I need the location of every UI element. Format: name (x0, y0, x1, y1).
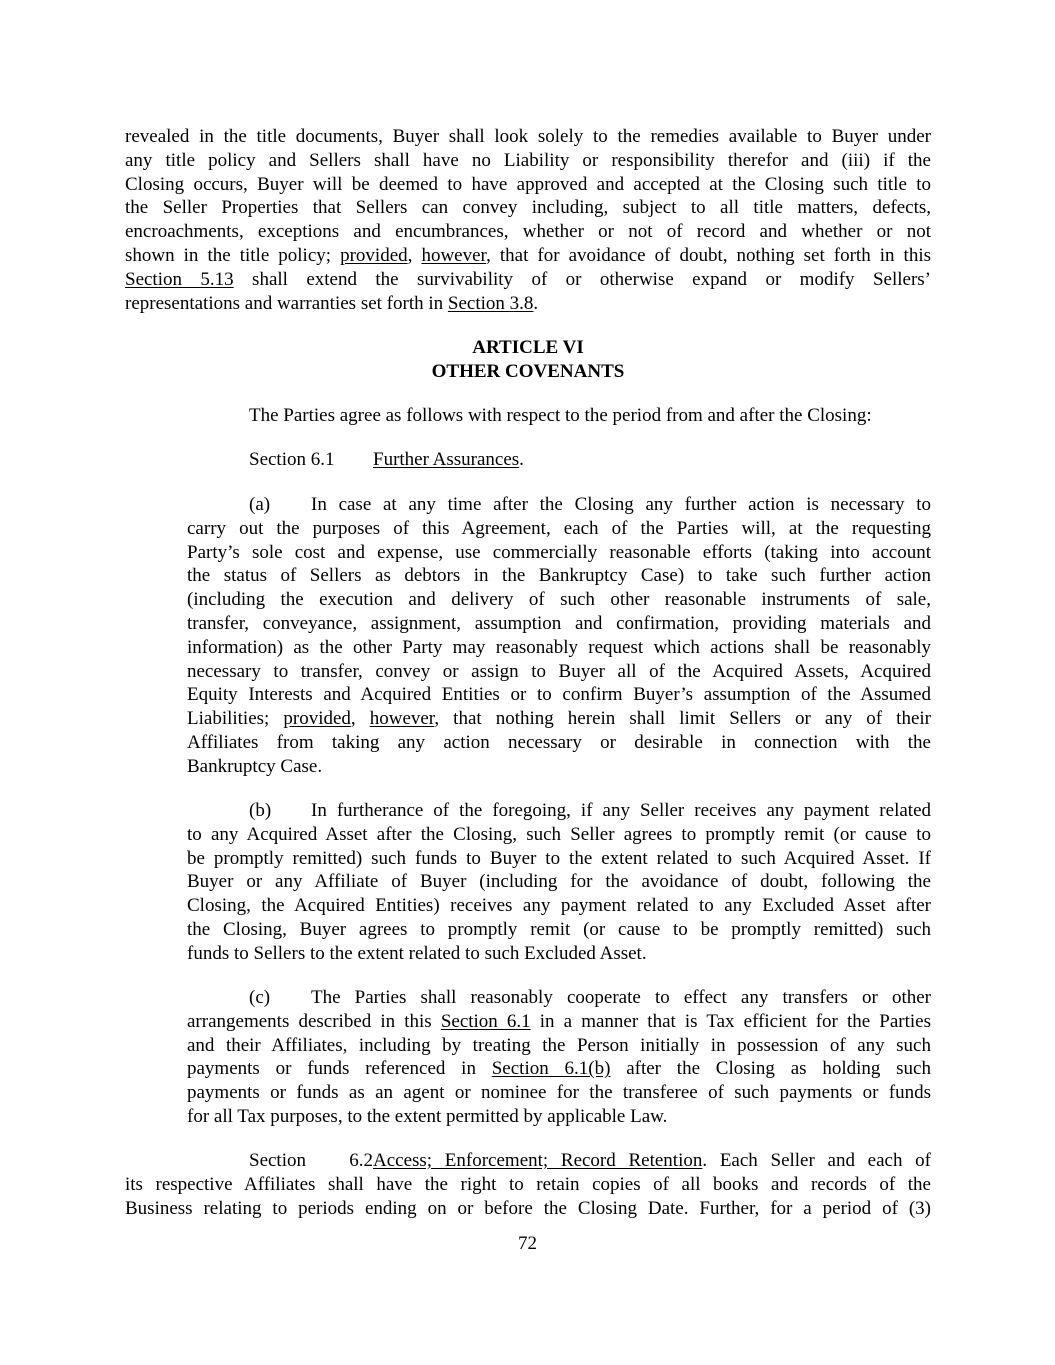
underlined-term: provided (283, 708, 351, 730)
text-line (187, 894, 931, 918)
text-line (187, 823, 931, 847)
text-line (187, 588, 931, 612)
text-line (187, 660, 931, 684)
text-line (187, 1057, 931, 1081)
underlined-term: however (421, 244, 487, 266)
text-line (187, 683, 931, 707)
text-line (125, 336, 931, 360)
text-line (187, 612, 931, 636)
text-line (125, 220, 931, 244)
text-run: Liabilities; (187, 708, 284, 730)
text-line (187, 847, 931, 871)
text-run: necessary to transfer, convey or assign to Buyer all of the Acquired Assets, Acquired (187, 660, 931, 682)
text-line (249, 448, 931, 472)
text-run: the Seller Properties that Sellers can convey including, subject to all title matters, defects, (125, 197, 931, 219)
text-run: in a manner that is Tax efficient for the Parties (530, 1010, 931, 1032)
section-label: Section 6.1 (249, 449, 335, 470)
section-6-1-heading (249, 448, 931, 472)
text-run: The Parties agree as follows with respect to the period from and after the Closing: (249, 405, 872, 426)
text-line (125, 360, 931, 384)
text-line (187, 942, 931, 966)
text-run: carry out the purposes of this Agreement, each of the Parties will, at the requesting (187, 517, 931, 539)
underlined-term: Section 3.8 (447, 292, 534, 314)
text-line (125, 1149, 931, 1173)
paragraph-6-1-c (187, 986, 931, 1129)
text-run: encroachments, exceptions and encumbrances, whether or not of record and whether or not (125, 221, 931, 243)
text-run: Bankruptcy Case. (187, 755, 323, 777)
text-line (125, 196, 931, 220)
text-line (187, 755, 931, 779)
text-run: . (519, 449, 524, 470)
text-run: shall extend the survivability of or otherwise expand or modify Sellers’ (233, 268, 931, 290)
underlined-term: Section 5.13 (125, 268, 234, 290)
text-line (187, 707, 931, 731)
text-line (125, 149, 931, 173)
text-run: In furtherance of the foregoing, if any Seller receives any payment related (311, 800, 931, 821)
text-run: arrangements described in this (187, 1010, 441, 1032)
text-line (187, 564, 931, 588)
text-run: shown in the title policy; (125, 244, 341, 266)
text-line (187, 541, 931, 565)
text-run: information) as the other Party may reasonably request which actions shall be reasonably (187, 636, 931, 658)
text-run: Affiliates from taking any action necessary or desirable in connection with the (187, 731, 931, 753)
text-run: Party’s sole cost and expense, use commercially reasonable efforts (taking into account (187, 541, 931, 563)
text-run: Closing occurs, Buyer will be deemed to have approved and accepted at the Closing such title to (125, 173, 931, 195)
text-line (125, 268, 931, 292)
text-line (187, 517, 931, 541)
text-run: Closing, the Acquired Entities) receives any payment related to any Excluded Asset after (187, 895, 931, 917)
text-run: payments or funds referenced in (187, 1058, 492, 1080)
page-number: 72 (518, 1233, 537, 1254)
underlined-term: Section 6.1 (440, 1010, 531, 1032)
text-run: any title policy and Sellers shall have no Liability or responsibility therefor and (iii) if the (125, 149, 931, 171)
text-run: . (533, 292, 539, 314)
text-run: be promptly remitted) such funds to Buyer to the extent related to such Acquired Asset. If (187, 847, 931, 869)
text-run: , that for avoidance of doubt, nothing set forth in this (486, 244, 932, 266)
text-run: to any Acquired Asset after the Closing, such Seller agrees to promptly remit (or cause to (187, 823, 931, 845)
section-label: Section 6.2 (249, 1150, 373, 1171)
text-line (125, 173, 931, 197)
text-line (187, 1034, 931, 1058)
article-heading (125, 336, 931, 384)
text-run: , that nothing herein shall limit Sellers or any of their (434, 708, 931, 730)
text-run: OTHER COVENANTS (431, 360, 625, 382)
intro-paragraph (249, 404, 931, 428)
text-run: revealed in the title documents, Buyer shall look solely to the remedies available to Buyer under (125, 126, 931, 147)
text-line (187, 1105, 931, 1129)
text-line (187, 1010, 931, 1034)
section-label: (c) (249, 987, 271, 1008)
underlined-term: provided (340, 244, 408, 266)
text-line (187, 1081, 931, 1105)
text-run: transfer, conveyance, assignment, assumption and confirmation, providing materials and (187, 612, 931, 634)
text-line (187, 799, 931, 823)
text-line (125, 1173, 931, 1197)
text-line (187, 986, 931, 1010)
text-run: for all Tax purposes, to the extent permitted by applicable Law. (187, 1105, 668, 1127)
text-line (125, 292, 931, 316)
text-run: , (407, 244, 422, 266)
text-run: (including the execution and delivery of such other reasonable instruments of sale, (187, 589, 931, 611)
text-line (187, 918, 931, 942)
text-run: representations and warranties set forth in (125, 292, 448, 314)
text-run: ARTICLE VI (472, 337, 584, 358)
text-line (187, 731, 931, 755)
text-run: payments or funds as an agent or nominee for the transferee of such payments or funds (187, 1082, 931, 1104)
text-line (187, 493, 931, 517)
text-run: and their Affiliates, including by treating the Person initially in possession of any such (187, 1034, 931, 1056)
text-line (125, 125, 931, 149)
underlined-term: Further Assurances (373, 449, 520, 470)
paragraph-6-1-b (187, 799, 931, 966)
text-line (249, 404, 931, 428)
text-run: In case at any time after the Closing any further action is necessary to (311, 494, 931, 515)
underlined-term: Access; Enforcement; Record Retention (373, 1150, 703, 1171)
section-label: (b) (249, 800, 272, 821)
text-run: , (350, 708, 370, 730)
text-line (187, 636, 931, 660)
text-run: funds to Sellers to the extent related to such Excluded Asset. (187, 942, 647, 964)
paragraph-6-1-a (187, 493, 931, 779)
underlined-term: however (369, 708, 435, 730)
text-run: the status of Sellers as debtors in the Bankruptcy Case) to take such further action (187, 565, 931, 587)
text-run: Buyer or any Affiliate of Buyer (including for the avoidance of doubt, following the (187, 871, 931, 893)
text-run: the Closing, Buyer agrees to promptly remit (or cause to be promptly remitted) such (187, 918, 931, 940)
paragraph-section-5-13-continued (125, 125, 931, 315)
section-6-2-paragraph (125, 1149, 931, 1220)
text-line (125, 244, 931, 268)
text-run: its respective Affiliates shall have the right to retain copies of all books and records of the (125, 1173, 931, 1195)
section-label: (a) (249, 494, 271, 515)
text-run: . Each Seller and each of (702, 1150, 931, 1171)
text-run: The Parties shall reasonably cooperate to effect any transfers or other (311, 987, 931, 1008)
text-run: after the Closing as holding such (610, 1058, 931, 1080)
text-line (187, 870, 931, 894)
text-line (125, 1197, 931, 1221)
underlined-term: Section 6.1(b) (491, 1058, 611, 1080)
text-run: Equity Interests and Acquired Entities or to confirm Buyer’s assumption of the Assumed (187, 684, 931, 706)
text-run: Business relating to periods ending on or before the Closing Date. Further, for a period of (3) (125, 1197, 931, 1219)
